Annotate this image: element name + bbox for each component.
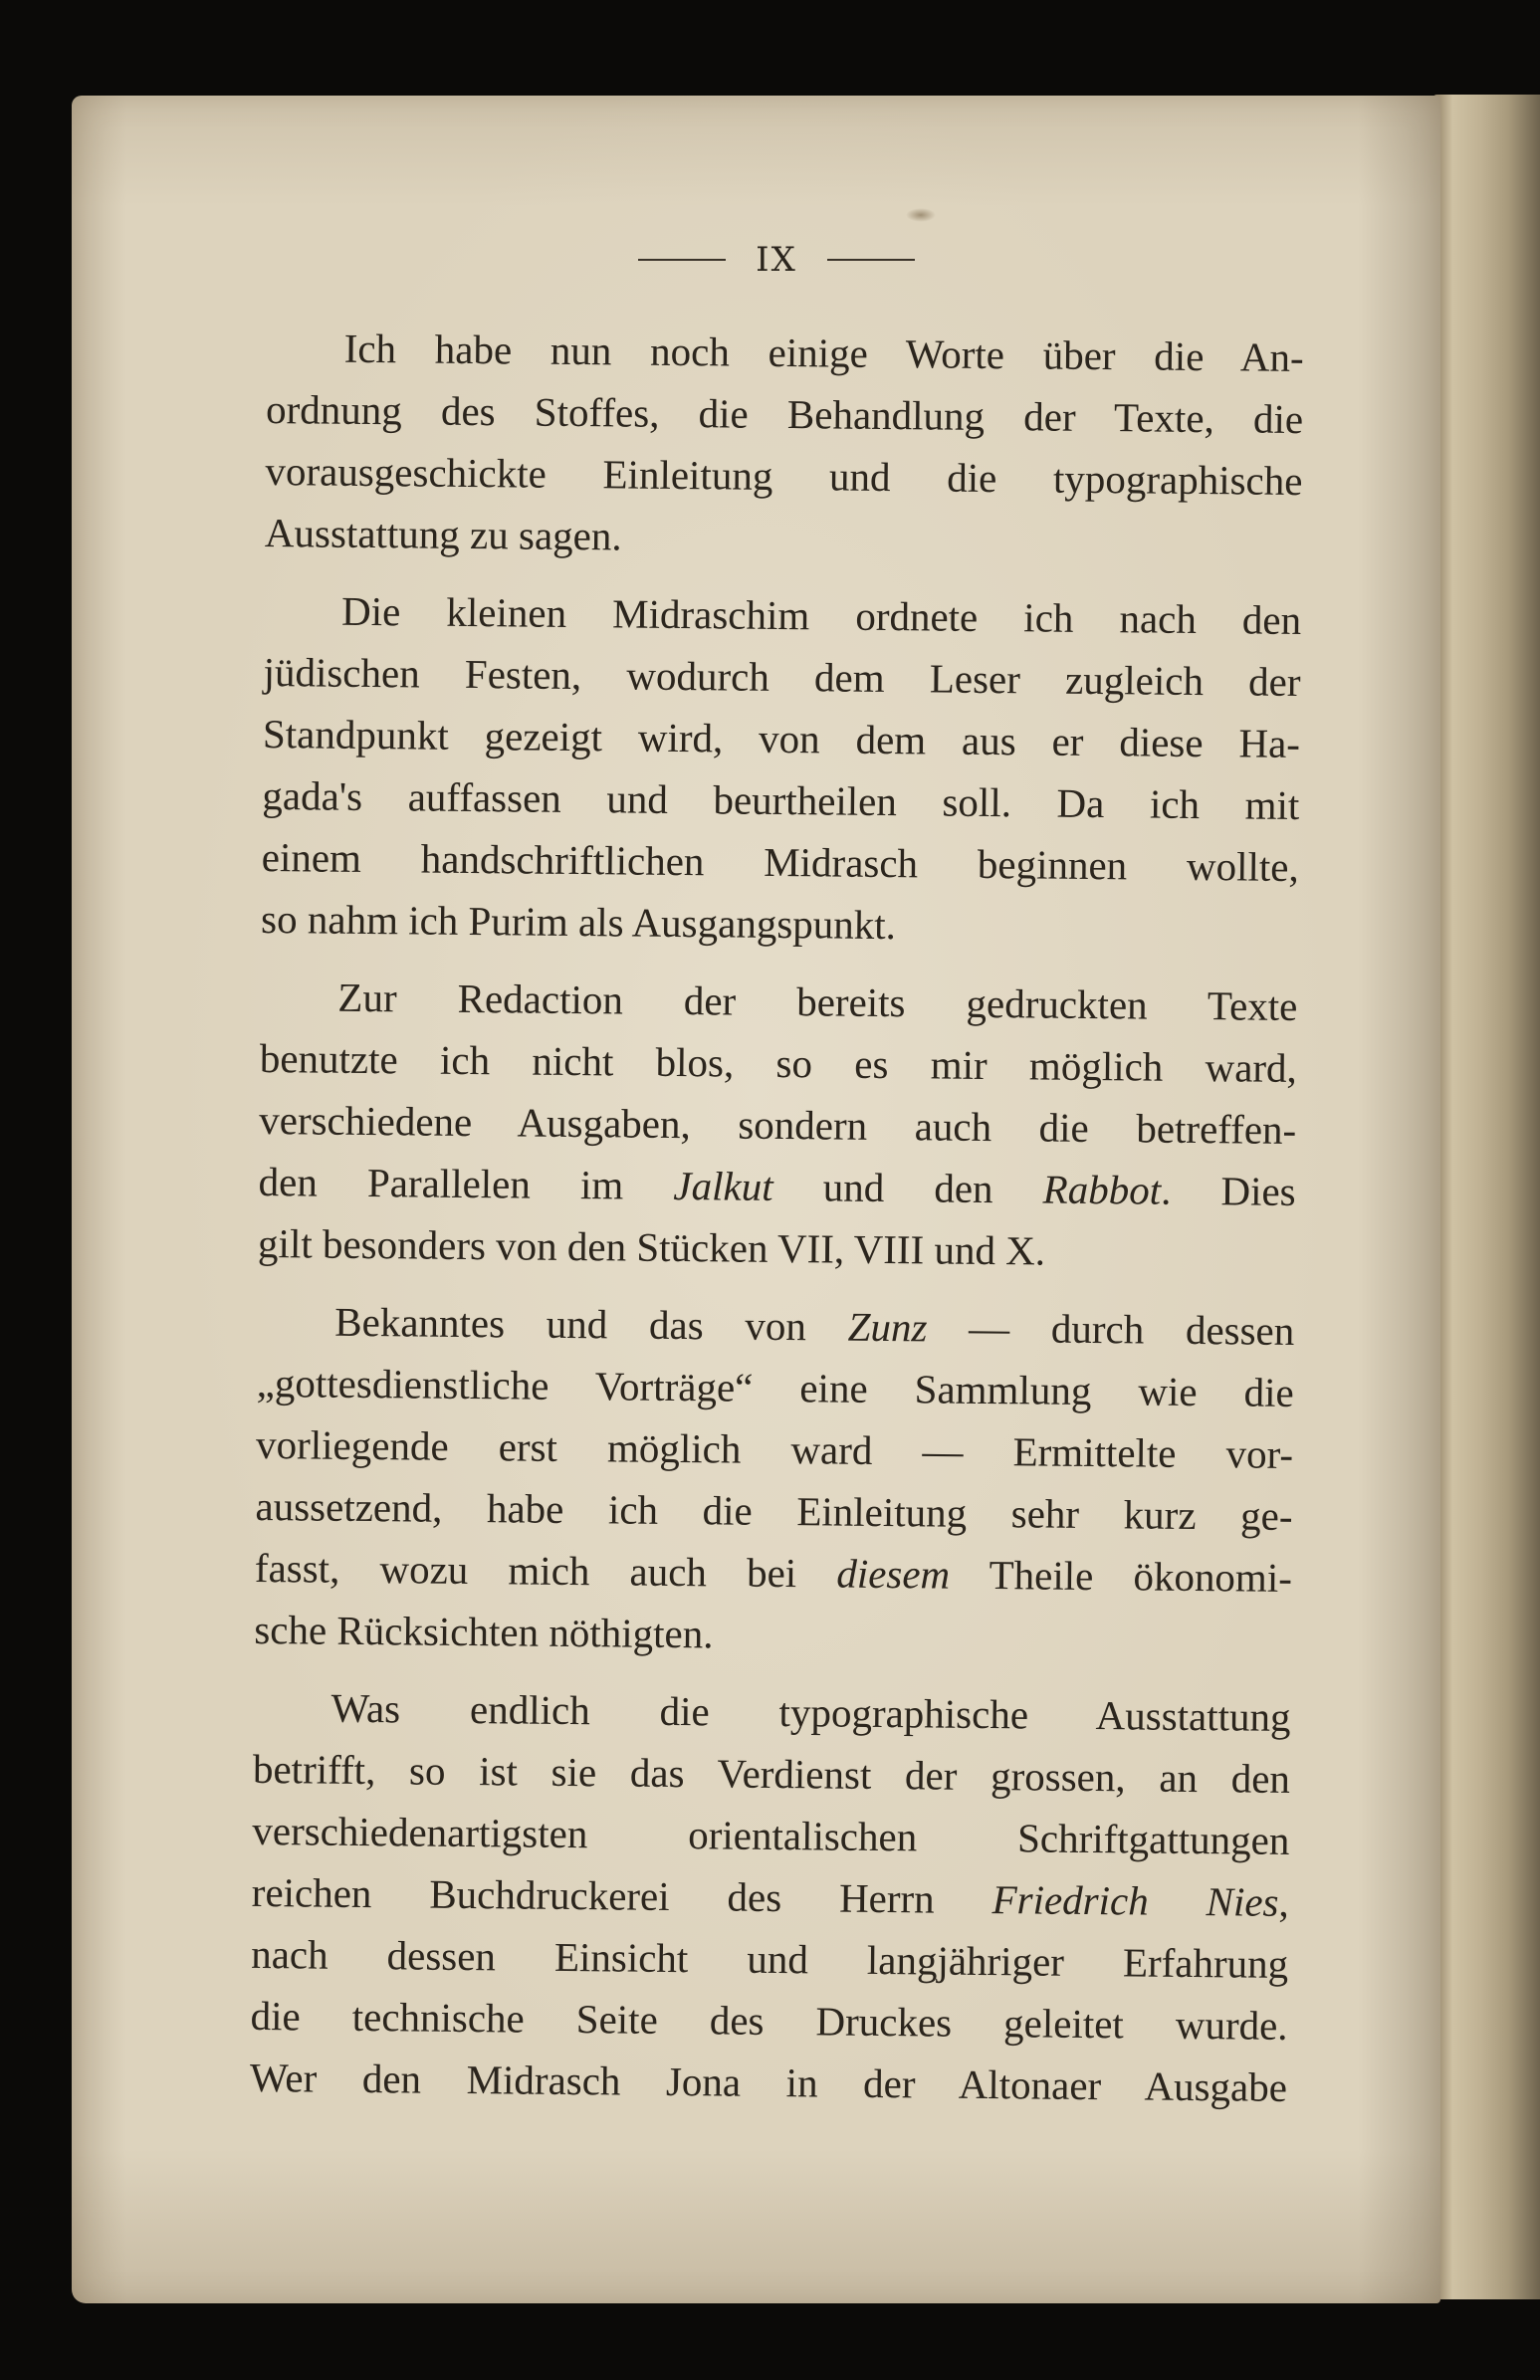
text-line: benutzte ich nicht blos, so es mir möglich ward, (259, 1034, 1298, 1091)
text-line: Die kleinen Midraschim ordnete ich nach den (340, 587, 1302, 643)
page-header (597, 237, 956, 283)
text-line: nach dessen Einsicht und langjähriger Erfahrung (250, 1930, 1289, 1987)
text-line: reichen Buchdruckerei des Herrn Friedrich Nies, (251, 1868, 1289, 1925)
text-line: Was endlich die typographische Ausstattung (330, 1684, 1291, 1740)
paragraph-redaction (258, 966, 1298, 1284)
text-line: so nahm ich Purim als Ausgangspunkt. (260, 895, 897, 949)
text-line: Wer den Midrasch Jona in der Altonaer Ausgabe (249, 2054, 1288, 2110)
text-line: Ich habe nun noch einige Worte über die An- (343, 325, 1304, 380)
paragraph-midraschim (261, 579, 1302, 960)
text-line: die technische Seite des Druckes geleitet wurde. (250, 1992, 1288, 2049)
text-line: Ausstattung zu sagen. (264, 509, 622, 559)
paragraph-arrangement (265, 317, 1304, 573)
text-line: Standpunkt gezeigt wird, von dem aus er diese Ha- (262, 710, 1301, 766)
text-line: einem handschriftlichen Midrasch beginnen wollte, (261, 833, 1299, 890)
adjacent-page-edge (1433, 95, 1540, 2299)
text-line: aussetzend, habe ich die Einleitung sehr kurz ge- (255, 1482, 1293, 1539)
text-line: gilt besonders von den Stücken VII, VIII und X. (257, 1219, 1046, 1274)
page-number: IX (756, 240, 797, 280)
text-line: Zur Redaction der bereits gedruckten Texte (337, 974, 1298, 1029)
text-line: ordnung des Stoffes, die Behandlung der Texte, die (265, 385, 1304, 442)
header-rule-right (827, 259, 915, 261)
text-line: sche Rücksichten nöthigten. (254, 1606, 714, 1657)
text-line: jüdischen Festen, wodurch dem Leser zugleich der (263, 648, 1301, 705)
text-line: „gottesdienstliche Vorträge“ eine Sammlung wie die (256, 1359, 1294, 1415)
text-line: verschiedenartigsten orientalischen Schriftgattungen (252, 1807, 1290, 1863)
text-line: betrifft, so ist sie das Verdienst der grossen, an den (252, 1745, 1291, 1802)
text-line: vorausgeschickte Einleitung und die typographische (265, 447, 1303, 504)
text-line: fasst, wozu mich auch bei diesem Theile ökonomi- (254, 1544, 1293, 1601)
header-rule-left (638, 259, 726, 261)
text-line: gada's auffassen und beurtheilen soll. Da ich mit (262, 771, 1300, 828)
text-line: verschiedene Ausgaben, sondern auch die betreffen- (259, 1096, 1297, 1153)
paragraph-introduction (254, 1290, 1295, 1670)
paragraph-typography (250, 1676, 1291, 2118)
text-line: vorliegende erst möglich ward — Ermittelte vor- (255, 1420, 1294, 1477)
text-line: den Parallelen im Jalkut und den Rabbot. Dies (258, 1158, 1296, 1214)
text-line: Bekanntes und das von Zunz — durch dessen (334, 1298, 1295, 1354)
body-text (250, 317, 1304, 2134)
ink-stain (906, 208, 936, 222)
